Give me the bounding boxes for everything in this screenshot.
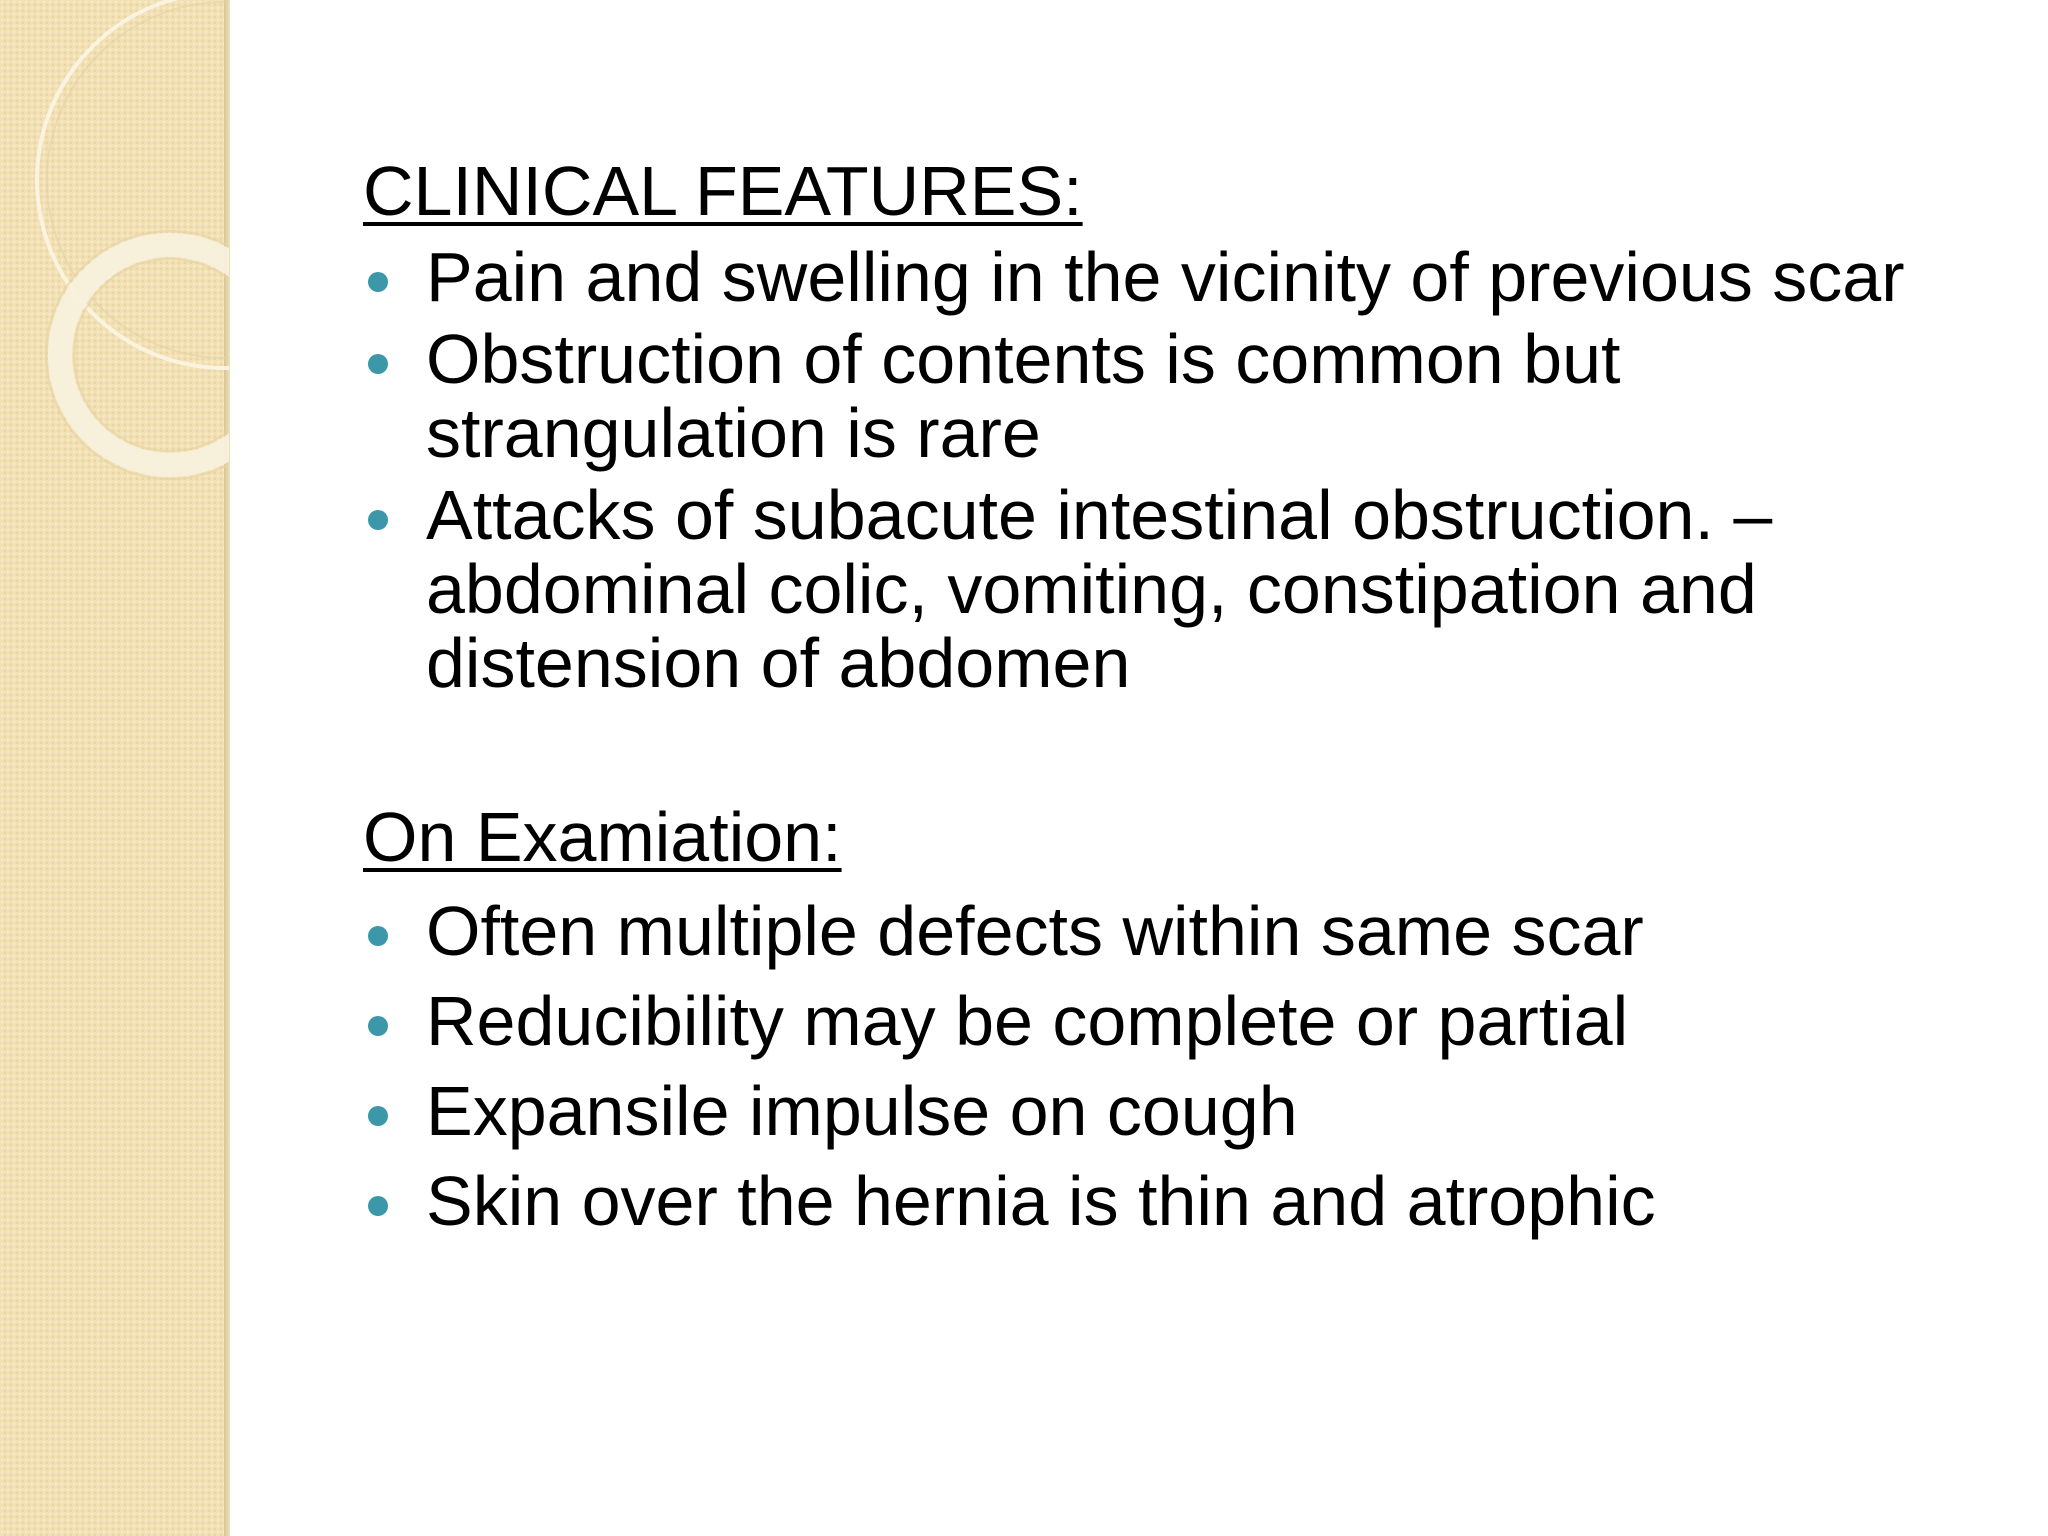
slide-content — [363, 150, 1983, 1238]
list-item-text: Expansile impulse on cough — [426, 1072, 1298, 1150]
list-item-text: Attacks of subacute intestinal obstruction. – abdominal colic, vomiting, constipation and distension of abdomen — [426, 476, 1773, 702]
decorative-rings — [0, 0, 229, 520]
bullet-icon — [368, 1196, 388, 1216]
list-item — [363, 240, 1983, 314]
bullet-icon — [368, 1016, 388, 1036]
list-item — [363, 1074, 1983, 1148]
list-item-text: Skin over the hernia is thin and atrophic — [426, 1162, 1656, 1240]
list-item — [363, 1164, 1983, 1238]
bullet-icon — [368, 1106, 388, 1126]
bullet-icon — [368, 272, 388, 292]
list-item — [363, 894, 1983, 968]
clinical-features-heading: CLINICAL FEATURES: — [363, 152, 1083, 230]
list-item-text: Often multiple defects within same scar — [426, 892, 1644, 970]
examination-heading: On Examiation: — [363, 798, 842, 876]
section-spacer — [363, 700, 1983, 796]
bullet-icon — [368, 354, 388, 374]
bullet-icon — [368, 510, 388, 530]
list-item — [363, 322, 1983, 470]
clinical-features-list — [363, 240, 1983, 700]
list-item-text: Reducibility may be complete or partial — [426, 982, 1629, 1060]
examination-list — [363, 894, 1983, 1238]
list-item — [363, 984, 1983, 1058]
list-item-text: Pain and swelling in the vicinity of previous scar — [426, 238, 1905, 316]
list-item — [363, 478, 1983, 700]
bullet-icon — [368, 926, 388, 946]
list-item-text: Obstruction of contents is common but strangulation is rare — [426, 320, 1621, 472]
